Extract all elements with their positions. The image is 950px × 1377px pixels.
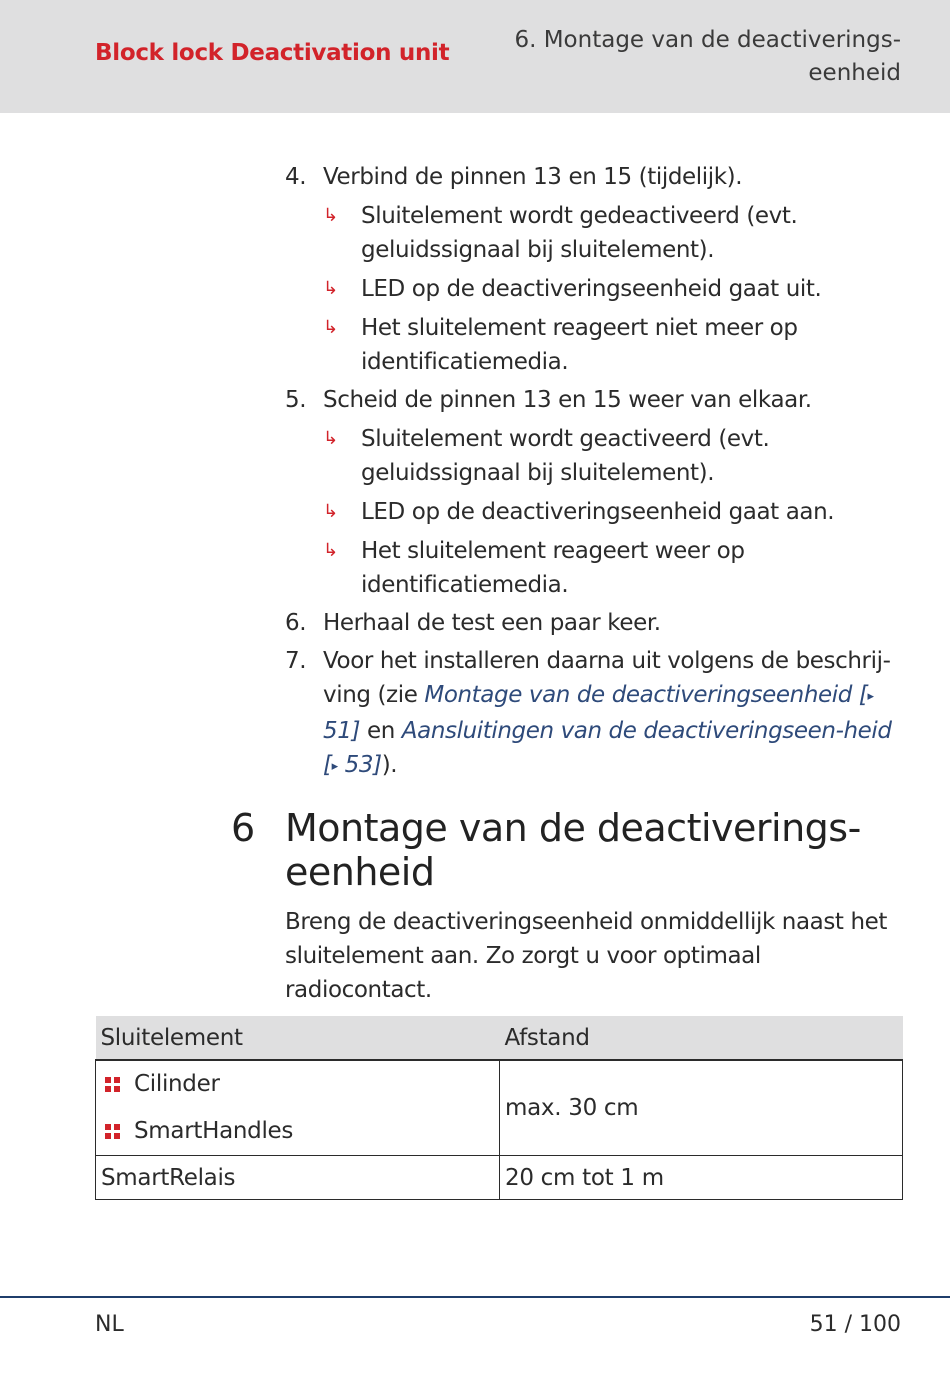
page-header <box>0 0 950 113</box>
result-text: Het sluitelement reageert niet meer op identificatiemedia. <box>361 315 798 375</box>
list-item-label: Cilinder <box>134 1071 220 1097</box>
link-aansluitingen[interactable] <box>323 718 892 778</box>
section-title: Montage van de deactiverings-eenheid <box>285 806 861 894</box>
result-text: LED op de deactiveringseenheid gaat aan. <box>361 499 835 525</box>
section-intro: Breng de deactiveringseenheid onmiddellijk naast het sluitelement aan. Zo zorgt u voor optimaal radiocontact. <box>285 909 888 1003</box>
table-cell-locks <box>96 1060 500 1156</box>
list-item <box>101 1061 494 1108</box>
brand-title: Block lock Deactivation unit <box>95 40 450 66</box>
result-arrow-icon: ↳ <box>323 205 338 226</box>
result-text: Het sluitelement reageert weer op identificatiemedia. <box>361 538 745 598</box>
distance-table <box>95 1016 903 1200</box>
table-header-afstand: Afstand <box>500 1016 903 1060</box>
instruction-steps <box>285 160 905 788</box>
page-ref-53[interactable]: [▸ 53] <box>323 752 382 778</box>
step-text: Verbind de pinnen 13 en 15 (tijdelijk). <box>323 164 743 190</box>
step-number: 7. <box>285 648 307 674</box>
result-item <box>323 199 905 267</box>
step-item <box>285 383 905 602</box>
four-squares-icon <box>105 1077 121 1093</box>
table-cell-distance: 20 cm tot 1 m <box>500 1156 903 1200</box>
step-number: 4. <box>285 164 307 190</box>
step-number: 5. <box>285 387 307 413</box>
page-ref-51[interactable]: [▸ 51] <box>323 682 874 744</box>
ref-arrow-icon: ▸ <box>867 689 874 704</box>
step-text-after: ). <box>381 752 398 778</box>
table-row <box>96 1060 903 1156</box>
section-number: 6 <box>231 806 255 850</box>
result-item <box>323 534 905 602</box>
chapter-title-line2: eenheid <box>808 60 901 86</box>
result-item <box>323 422 905 490</box>
table-cell-smartrelais: SmartRelais <box>96 1156 500 1200</box>
link-aansluitingen-label: Aansluitingen van de deactiveringseen-heid <box>401 718 892 744</box>
result-item <box>323 272 905 306</box>
table-row <box>96 1156 903 1200</box>
table-cell-distance: max. 30 cm <box>500 1060 903 1156</box>
result-arrow-icon: ↳ <box>323 278 338 299</box>
footer-page-number: 51 / 100 <box>809 1312 901 1337</box>
step-text: Herhaal de test een paar keer. <box>323 610 661 636</box>
list-item <box>101 1108 494 1155</box>
result-arrow-icon: ↳ <box>323 428 338 449</box>
result-text: Sluitelement wordt gedeactiveerd (evt. geluidssignaal bij sluitelement). <box>361 203 798 263</box>
result-arrow-icon: ↳ <box>323 501 338 522</box>
step-text: Scheid de pinnen 13 en 15 weer van elkaar. <box>323 387 812 413</box>
step-text-middle: en <box>360 718 402 744</box>
link-montage-label: Montage van de deactiveringseenheid <box>424 682 852 708</box>
step-text-before: Voor het installeren daarna uit volgens de beschrij-ving (zie <box>323 648 891 708</box>
four-squares-icon <box>105 1124 121 1140</box>
step-item <box>285 606 905 640</box>
table-header-row <box>96 1016 903 1060</box>
result-arrow-icon: ↳ <box>323 317 338 338</box>
step-number: 6. <box>285 610 307 636</box>
chapter-title-line1: 6. Montage van de deactiverings- <box>514 27 901 53</box>
step-item <box>285 644 905 784</box>
footer-language: NL <box>95 1312 124 1337</box>
result-arrow-icon: ↳ <box>323 540 338 561</box>
step-text <box>323 644 905 784</box>
ref-arrow-icon: ▸ <box>331 759 338 774</box>
result-item <box>323 495 905 529</box>
result-text: Sluitelement wordt geactiveerd (evt. geluidssignaal bij sluitelement). <box>361 426 770 486</box>
result-text: LED op de deactiveringseenheid gaat uit. <box>361 276 822 302</box>
table-header-sluitelement: Sluitelement <box>96 1016 500 1060</box>
footer-divider <box>0 1296 950 1298</box>
list-item-label: SmartHandles <box>134 1118 294 1144</box>
chapter-title <box>481 24 901 90</box>
step-item <box>285 160 905 379</box>
result-item <box>323 311 905 379</box>
